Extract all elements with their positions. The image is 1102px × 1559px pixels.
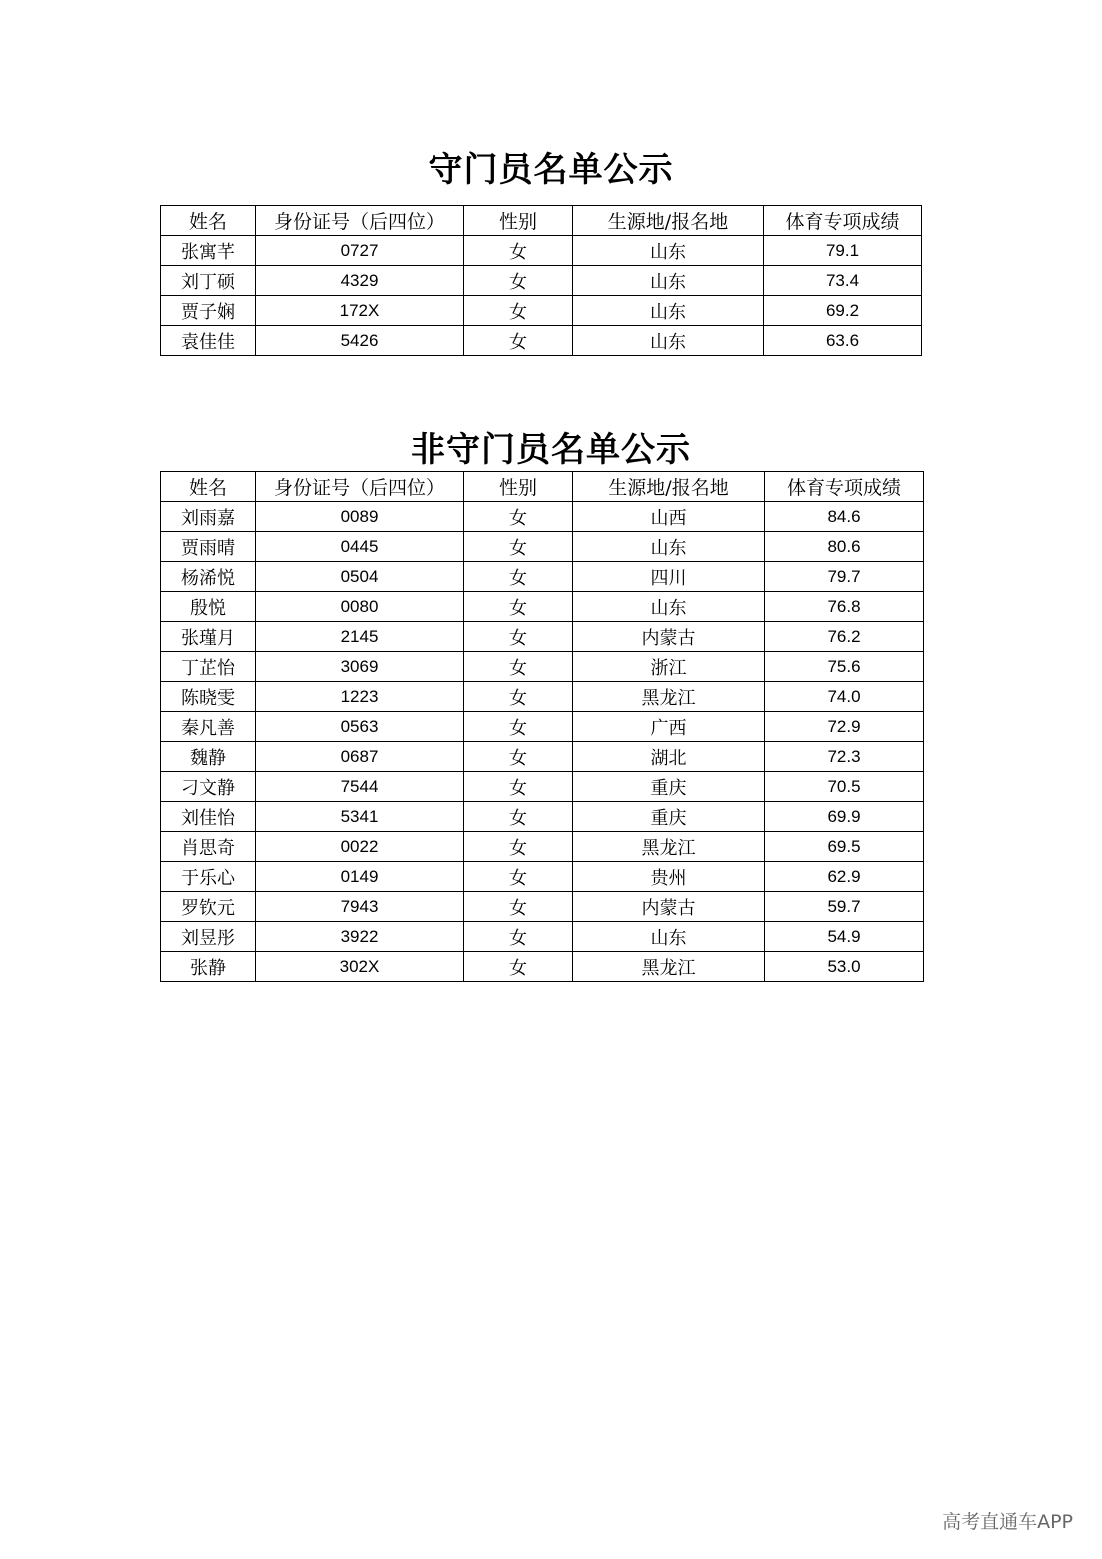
cell-id-last4: 302X — [256, 952, 464, 982]
cell-score: 79.7 — [765, 562, 924, 592]
table-row — [161, 772, 924, 802]
cell-score: 75.6 — [765, 652, 924, 682]
cell-origin: 重庆 — [573, 772, 765, 802]
cell-gender: 女 — [464, 802, 573, 832]
cell-name: 丁芷怡 — [161, 652, 256, 682]
table-row — [161, 266, 922, 296]
cell-origin: 内蒙古 — [573, 892, 765, 922]
cell-score: 80.6 — [765, 532, 924, 562]
cell-origin: 黑龙江 — [573, 952, 765, 982]
non-goalkeeper-list-title: 非守门员名单公示 — [411, 430, 691, 470]
column-header-id: 身份证号（后四位） — [256, 472, 464, 502]
cell-origin: 广西 — [573, 712, 765, 742]
column-header-score: 体育专项成绩 — [764, 206, 922, 236]
cell-gender: 女 — [464, 832, 573, 862]
cell-gender: 女 — [464, 296, 573, 326]
cell-gender: 女 — [464, 862, 573, 892]
cell-score: 59.7 — [765, 892, 924, 922]
cell-id-last4: 4329 — [256, 266, 464, 296]
cell-id-last4: 0727 — [256, 236, 464, 266]
watermark: 高考直通车APP — [942, 1511, 1073, 1533]
cell-gender: 女 — [464, 772, 573, 802]
table-row — [161, 802, 924, 832]
cell-score: 69.9 — [765, 802, 924, 832]
table-row — [161, 502, 924, 532]
cell-score: 62.9 — [765, 862, 924, 892]
cell-id-last4: 0022 — [256, 832, 464, 862]
cell-origin: 山东 — [573, 296, 764, 326]
table-row — [161, 532, 924, 562]
cell-score: 70.5 — [765, 772, 924, 802]
cell-name: 刘昱彤 — [161, 922, 256, 952]
table-row — [161, 296, 922, 326]
goalkeeper-list-title: 守门员名单公示 — [428, 150, 674, 190]
cell-origin: 湖北 — [573, 742, 765, 772]
cell-origin: 黑龙江 — [573, 682, 765, 712]
column-header-name: 姓名 — [161, 472, 256, 502]
cell-score: 76.2 — [765, 622, 924, 652]
cell-id-last4: 0149 — [256, 862, 464, 892]
cell-name: 贾雨晴 — [161, 532, 256, 562]
column-header-id: 身份证号（后四位） — [256, 206, 464, 236]
cell-gender: 女 — [464, 952, 573, 982]
column-header-name: 姓名 — [161, 206, 256, 236]
cell-name: 刁文静 — [161, 772, 256, 802]
cell-gender: 女 — [464, 502, 573, 532]
table-row — [161, 562, 924, 592]
cell-score: 72.9 — [765, 712, 924, 742]
cell-id-last4: 2145 — [256, 622, 464, 652]
cell-id-last4: 5341 — [256, 802, 464, 832]
cell-name: 刘佳怡 — [161, 802, 256, 832]
cell-origin: 内蒙古 — [573, 622, 765, 652]
cell-name: 张静 — [161, 952, 256, 982]
cell-score: 79.1 — [764, 236, 922, 266]
cell-name: 袁佳佳 — [161, 326, 256, 356]
cell-id-last4: 0687 — [256, 742, 464, 772]
cell-origin: 重庆 — [573, 802, 765, 832]
cell-origin: 四川 — [573, 562, 765, 592]
cell-gender: 女 — [464, 622, 573, 652]
non-goalkeeper-table — [160, 471, 924, 982]
cell-gender: 女 — [464, 682, 573, 712]
cell-name: 罗钦元 — [161, 892, 256, 922]
table-row — [161, 326, 922, 356]
table-row — [161, 712, 924, 742]
table-header-row — [161, 472, 924, 502]
cell-gender: 女 — [464, 592, 573, 622]
cell-id-last4: 0504 — [256, 562, 464, 592]
cell-name: 贾子娴 — [161, 296, 256, 326]
cell-gender: 女 — [464, 532, 573, 562]
cell-score: 63.6 — [764, 326, 922, 356]
goalkeeper-table — [160, 205, 922, 356]
column-header-origin: 生源地/报名地 — [573, 206, 764, 236]
cell-origin: 山东 — [573, 592, 765, 622]
cell-id-last4: 3922 — [256, 922, 464, 952]
cell-id-last4: 0445 — [256, 532, 464, 562]
cell-score: 76.8 — [765, 592, 924, 622]
cell-gender: 女 — [464, 742, 573, 772]
cell-origin: 山西 — [573, 502, 765, 532]
cell-origin: 浙江 — [573, 652, 765, 682]
cell-gender: 女 — [464, 892, 573, 922]
cell-origin: 山东 — [573, 236, 764, 266]
cell-name: 殷悦 — [161, 592, 256, 622]
table-row — [161, 622, 924, 652]
cell-name: 刘丁硕 — [161, 266, 256, 296]
cell-gender: 女 — [464, 266, 573, 296]
column-header-score: 体育专项成绩 — [765, 472, 924, 502]
cell-name: 张寓芊 — [161, 236, 256, 266]
cell-id-last4: 0080 — [256, 592, 464, 622]
cell-name: 魏静 — [161, 742, 256, 772]
table-row — [161, 892, 924, 922]
cell-id-last4: 172X — [256, 296, 464, 326]
table-row — [161, 952, 924, 982]
cell-id-last4: 5426 — [256, 326, 464, 356]
cell-origin: 山东 — [573, 532, 765, 562]
cell-name: 于乐心 — [161, 862, 256, 892]
cell-id-last4: 3069 — [256, 652, 464, 682]
cell-origin: 山东 — [573, 326, 764, 356]
cell-origin: 贵州 — [573, 862, 765, 892]
cell-origin: 黑龙江 — [573, 832, 765, 862]
cell-name: 秦凡善 — [161, 712, 256, 742]
cell-id-last4: 0563 — [256, 712, 464, 742]
table-row — [161, 862, 924, 892]
table-row — [161, 742, 924, 772]
cell-score: 73.4 — [764, 266, 922, 296]
table-header-row — [161, 206, 922, 236]
table-row — [161, 236, 922, 266]
cell-gender: 女 — [464, 652, 573, 682]
table-row — [161, 922, 924, 952]
cell-score: 72.3 — [765, 742, 924, 772]
cell-gender: 女 — [464, 326, 573, 356]
cell-name: 肖思奇 — [161, 832, 256, 862]
cell-score: 69.2 — [764, 296, 922, 326]
cell-name: 张瑾月 — [161, 622, 256, 652]
column-header-gender: 性别 — [464, 206, 573, 236]
cell-id-last4: 7544 — [256, 772, 464, 802]
column-header-origin: 生源地/报名地 — [573, 472, 765, 502]
table-row — [161, 682, 924, 712]
cell-name: 刘雨嘉 — [161, 502, 256, 532]
table-row — [161, 652, 924, 682]
cell-score: 74.0 — [765, 682, 924, 712]
cell-gender: 女 — [464, 922, 573, 952]
cell-id-last4: 1223 — [256, 682, 464, 712]
cell-name: 陈晓雯 — [161, 682, 256, 712]
cell-id-last4: 0089 — [256, 502, 464, 532]
cell-gender: 女 — [464, 236, 573, 266]
cell-origin: 山东 — [573, 922, 765, 952]
cell-gender: 女 — [464, 712, 573, 742]
table-row — [161, 832, 924, 862]
cell-gender: 女 — [464, 562, 573, 592]
cell-score: 84.6 — [765, 502, 924, 532]
cell-id-last4: 7943 — [256, 892, 464, 922]
cell-score: 69.5 — [765, 832, 924, 862]
cell-score: 54.9 — [765, 922, 924, 952]
cell-name: 杨浠悦 — [161, 562, 256, 592]
table-row — [161, 592, 924, 622]
cell-score: 53.0 — [765, 952, 924, 982]
cell-origin: 山东 — [573, 266, 764, 296]
column-header-gender: 性别 — [464, 472, 573, 502]
